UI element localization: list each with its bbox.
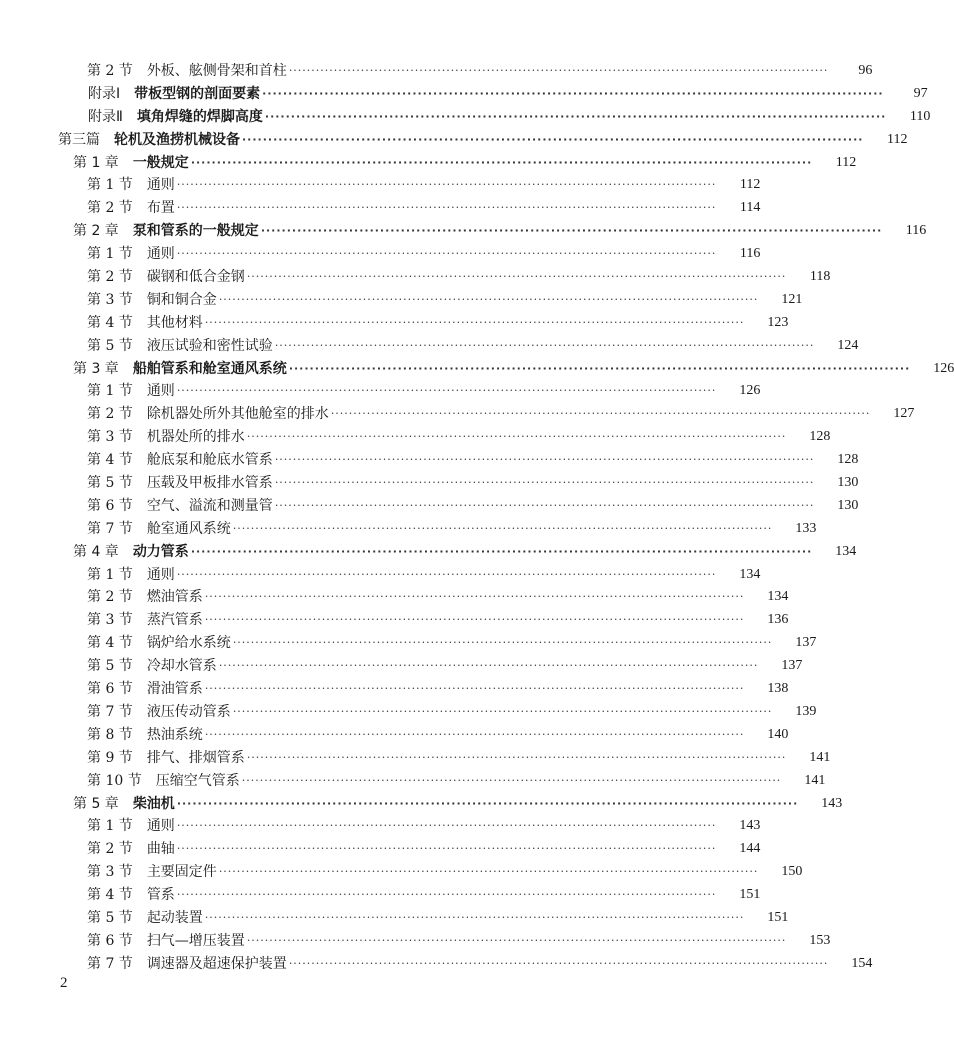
page-number: 2 — [60, 975, 68, 991]
dot-leader: ························································································································ — [204, 613, 745, 627]
toc-entry-number: 第 3 节 — [87, 612, 133, 629]
toc-entry-title: 主要固定件 — [146, 864, 217, 881]
toc-entry-label — [73, 358, 287, 381]
toc-entry-label — [87, 930, 245, 953]
toc-entry-page: 110 — [909, 108, 931, 124]
toc-entry-label — [87, 472, 273, 495]
toc-entry — [0, 518, 817, 541]
toc-entry-page: 151 — [739, 887, 761, 903]
dot-leader: ························································································································ — [246, 270, 787, 284]
toc-entry — [0, 930, 831, 953]
toc-entry-page: 112 — [886, 131, 908, 147]
dot-leader: ························································································································ — [176, 888, 717, 902]
toc-entry-title: 空气、溢流和测量管 — [146, 497, 273, 514]
toc-entry-number: 第 4 节 — [87, 314, 133, 331]
dot-leader: ························································································································ — [274, 453, 815, 467]
toc-entry-label — [87, 907, 203, 930]
toc-entry — [0, 289, 803, 312]
toc-entry-page: 143 — [739, 818, 761, 834]
toc-entry-page: 143 — [821, 795, 843, 811]
toc-entry-title: 碳钢和低合金钢 — [146, 269, 245, 286]
toc-entry-page: 134 — [835, 543, 857, 559]
dot-leader: ························································································································ — [242, 132, 864, 146]
dot-leader: ························································································································ — [241, 773, 782, 787]
toc-entry-title: 热油系统 — [146, 726, 203, 743]
toc-entry-title: 冷却水管系 — [146, 658, 217, 675]
toc-entry-title: 动力管系 — [132, 543, 189, 560]
toc-entry — [0, 358, 954, 381]
toc-entry-page: 112 — [739, 177, 761, 193]
toc-entry-title: 滑油管系 — [146, 681, 203, 698]
toc-entry-title: 锅炉给水系统 — [146, 635, 231, 652]
dot-leader: ························································································································ — [218, 865, 759, 879]
dot-leader: ························································································································ — [232, 636, 773, 650]
toc-entry-number: 第 2 节 — [87, 63, 133, 79]
toc-entry-page: 128 — [809, 429, 831, 445]
toc-entry-page: 130 — [837, 497, 859, 513]
toc-entry — [0, 472, 859, 495]
toc-entry — [0, 609, 790, 632]
dot-leader: ························································································································ — [330, 407, 871, 421]
toc-entry — [0, 861, 803, 884]
toc-entry-label — [87, 953, 287, 976]
toc-entry-label — [87, 586, 203, 609]
toc-entry-number: 第 7 节 — [87, 520, 133, 537]
toc-entry-label — [87, 60, 287, 83]
toc-entry-number: 第 4 节 — [87, 452, 133, 469]
toc-entry-page: 153 — [809, 932, 831, 948]
dot-leader: ························································································································ — [246, 750, 787, 764]
toc-entry-number: 第 6 节 — [87, 681, 133, 698]
toc-entry-label — [73, 220, 259, 243]
toc-entry-label — [87, 426, 245, 449]
toc-entry-number: 第三篇 — [58, 131, 100, 148]
toc-entry-label — [73, 541, 189, 564]
toc-entry — [0, 655, 803, 678]
toc-entry-page: 128 — [837, 452, 859, 468]
toc-entry — [0, 449, 859, 472]
toc-entry-page: 137 — [795, 635, 817, 651]
toc-entry — [0, 197, 790, 220]
toc-entry — [0, 335, 859, 358]
toc-entry-page: 112 — [835, 154, 857, 170]
toc-entry-label — [87, 403, 329, 426]
toc-entry-page: 130 — [837, 475, 859, 491]
toc-entry-number: 第 10 节 — [87, 772, 142, 789]
toc-entry — [0, 129, 908, 152]
toc-entry-number: 第 2 节 — [87, 269, 133, 286]
toc-entry-number: 第 1 节 — [87, 246, 133, 263]
toc-entry-number: 第 6 节 — [87, 932, 133, 949]
toc-entry-page: 121 — [781, 291, 803, 307]
toc-entry-title: 铜和铜合金 — [146, 291, 217, 308]
toc-entry-title: 起动装置 — [146, 909, 203, 926]
toc-entry-page: 138 — [767, 681, 789, 697]
toc-entry — [0, 243, 790, 266]
toc-entry — [0, 586, 790, 609]
dot-leader: ························································································································ — [288, 64, 829, 77]
toc-entry — [0, 60, 873, 83]
toc-entry-title: 泵和管系的一般规定 — [132, 223, 259, 240]
toc-entry-number: 第 1 章 — [73, 154, 119, 171]
toc-entry-number: 第 4 节 — [87, 635, 133, 652]
toc-entry-title: 调速器及超速保护装置 — [146, 955, 287, 972]
toc-entry-label — [87, 243, 175, 266]
toc-entry-page: 141 — [809, 749, 831, 765]
toc-entry-title: 压载及甲板排水管系 — [146, 475, 273, 492]
toc-entry — [0, 770, 826, 793]
toc-entry-number: 第 3 节 — [87, 429, 133, 446]
toc-entry-label — [87, 518, 231, 541]
toc-entry — [0, 632, 817, 655]
toc-entry — [0, 403, 915, 426]
toc-entry-number: 第 4 节 — [87, 887, 133, 904]
toc-entry-number: 第 4 章 — [73, 543, 119, 560]
toc-entry-page: 116 — [905, 223, 927, 239]
toc-entry-number: 第 2 节 — [87, 589, 133, 606]
toc-entry-title: 管系 — [146, 887, 175, 904]
dot-leader: ························································································································ — [190, 155, 813, 169]
toc-entry-label — [87, 632, 231, 655]
toc-entry-title: 扫气—增压装置 — [146, 932, 245, 949]
toc-entry-page: 118 — [809, 269, 831, 285]
dot-leader: ························································································································ — [176, 567, 717, 581]
toc-entry-label — [73, 793, 175, 816]
toc-entry-title: 液压试验和密性试验 — [146, 337, 273, 354]
toc-entry-page: 144 — [739, 841, 761, 857]
toc-entry — [0, 426, 831, 449]
toc-entry-title: 其他材料 — [146, 314, 203, 331]
toc-entry — [0, 495, 859, 518]
toc-entry-page: 116 — [739, 246, 761, 262]
dot-leader: ························································································································ — [232, 704, 773, 718]
dot-leader: ························································································································ — [204, 590, 745, 604]
toc-entry-page: 114 — [739, 200, 761, 216]
dot-leader: ························································································································ — [288, 956, 829, 970]
toc-entry-number: 第 5 节 — [87, 658, 133, 675]
toc-entry-title: 机器处所的排水 — [146, 429, 245, 446]
toc-entry-number: 第 2 节 — [87, 841, 133, 858]
toc-entry — [0, 106, 931, 129]
toc-entry-title: 通则 — [146, 566, 175, 583]
dot-leader: ························································································································ — [176, 201, 717, 215]
toc-entry-number: 第 5 节 — [87, 337, 133, 354]
toc-entry-page: 97 — [913, 85, 928, 101]
toc-entry-title: 船舶管系和舱室通风系统 — [132, 360, 287, 377]
toc-entry — [0, 220, 927, 243]
toc-entry-title: 填角焊缝的焊脚高度 — [136, 108, 263, 125]
toc-entry-title: 一般规定 — [132, 154, 189, 171]
toc-entry-title: 通则 — [146, 177, 175, 194]
toc-entry-number: 附录Ⅱ — [88, 108, 123, 125]
dot-leader: ························································································································ — [176, 247, 717, 261]
toc-entry-label — [58, 129, 240, 152]
toc-entry-title: 燃油管系 — [146, 589, 203, 606]
toc-entry-number: 第 3 章 — [73, 360, 119, 377]
dot-leader: ························································································································ — [246, 933, 787, 947]
table-of-contents — [0, 60, 954, 976]
toc-entry-page: 123 — [767, 314, 789, 330]
dot-leader: ························································································································ — [176, 178, 717, 192]
toc-entry-title: 带板型钢的剖面要素 — [134, 85, 261, 102]
toc-entry — [0, 174, 790, 197]
toc-entry-number: 第 7 节 — [87, 955, 133, 972]
toc-entry-title: 排气、排烟管系 — [146, 749, 245, 766]
toc-entry-label — [87, 197, 175, 220]
toc-entry-number: 第 3 节 — [87, 291, 133, 308]
toc-entry-number: 第 3 节 — [87, 864, 133, 881]
toc-entry-number: 第 7 节 — [87, 703, 133, 720]
dot-leader: ························································································································ — [176, 796, 799, 810]
toc-entry — [0, 266, 831, 289]
toc-entry-label — [87, 655, 217, 678]
dot-leader: ························································································································ — [204, 910, 745, 924]
toc-entry-page: 127 — [893, 406, 915, 422]
dot-leader: ························································································································ — [176, 384, 717, 398]
toc-entry — [0, 152, 857, 175]
toc-entry-page: 141 — [804, 772, 826, 788]
dot-leader: ························································································································ — [288, 361, 911, 375]
toc-entry-label — [87, 312, 203, 335]
toc-entry-page: 150 — [781, 864, 803, 880]
toc-entry-number: 第 2 节 — [87, 406, 133, 423]
toc-entry-number: 第 1 节 — [87, 383, 133, 400]
toc-entry-page: 134 — [739, 566, 761, 582]
toc-entry-page: 154 — [851, 955, 873, 971]
dot-leader: ························································································································ — [264, 109, 887, 123]
dot-leader: ························································································································ — [176, 819, 717, 833]
toc-entry — [0, 724, 790, 747]
toc-entry-page: 133 — [795, 520, 817, 536]
toc-entry — [0, 83, 928, 106]
toc-entry — [0, 793, 843, 816]
toc-entry-label — [87, 609, 203, 632]
toc-entry-page: 134 — [767, 589, 789, 605]
dot-leader: ························································································································ — [274, 476, 815, 490]
dot-leader: ························································································································ — [204, 727, 745, 741]
toc-entry-label — [87, 861, 217, 884]
toc-entry-page: 140 — [767, 726, 789, 742]
toc-entry-label — [88, 106, 263, 129]
dot-leader: ························································································································ — [246, 430, 787, 444]
toc-entry — [0, 953, 873, 976]
toc-entry-label — [88, 83, 260, 106]
toc-entry-label — [87, 770, 240, 793]
dot-leader: ························································································································ — [218, 292, 759, 306]
toc-entry-label — [87, 289, 217, 312]
toc-entry-page: 124 — [837, 337, 859, 353]
toc-entry-number: 第 2 章 — [73, 223, 119, 240]
toc-entry-page: 136 — [767, 612, 789, 628]
dot-leader: ························································································································ — [190, 544, 813, 558]
toc-entry — [0, 815, 790, 838]
toc-entry-label — [87, 449, 273, 472]
toc-entry-title: 蒸汽管系 — [146, 612, 203, 629]
toc-entry — [0, 380, 790, 403]
toc-entry-label — [87, 884, 175, 907]
toc-entry-page: 151 — [767, 909, 789, 925]
dot-leader: ························································································································ — [204, 315, 745, 329]
toc-entry-number: 第 6 节 — [87, 497, 133, 514]
toc-entry-page: 139 — [795, 703, 817, 719]
toc-entry-label — [87, 174, 175, 197]
toc-entry — [0, 701, 817, 724]
toc-entry-label — [87, 724, 203, 747]
toc-entry-title: 外板、舷侧骨架和首柱 — [146, 63, 287, 79]
toc-entry-title: 布置 — [146, 200, 175, 217]
toc-entry-page: 126 — [933, 360, 954, 376]
toc-entry-title: 柴油机 — [132, 795, 175, 812]
dot-leader: ························································································································ — [176, 842, 717, 856]
toc-entry-number: 附录Ⅰ — [88, 85, 121, 102]
dot-leader: ························································································································ — [274, 498, 815, 512]
toc-entry-number: 第 1 节 — [87, 818, 133, 835]
toc-entry-title: 轮机及渔捞机械设备 — [114, 131, 240, 148]
toc-entry — [0, 884, 790, 907]
toc-entry-title: 通则 — [146, 818, 175, 835]
toc-entry-number: 第 1 节 — [87, 566, 133, 583]
toc-entry-label — [87, 747, 245, 770]
toc-entry-number: 第 2 节 — [87, 200, 133, 217]
dot-leader: ························································································································ — [274, 338, 815, 352]
toc-entry — [0, 907, 790, 930]
toc-entry-label — [73, 152, 189, 175]
toc-entry-label — [87, 495, 273, 518]
toc-entry-label — [87, 701, 231, 724]
toc-entry-number: 第 5 章 — [73, 795, 119, 812]
toc-entry-title: 通则 — [146, 383, 175, 400]
toc-entry-label — [87, 678, 203, 701]
toc-entry-page: 137 — [781, 658, 803, 674]
dot-leader: ························································································································ — [218, 659, 759, 673]
toc-entry-title: 舱室通风系统 — [146, 520, 231, 537]
toc-entry-title: 通则 — [146, 246, 175, 263]
toc-entry-label — [87, 564, 175, 587]
toc-entry-title: 曲轴 — [146, 841, 175, 858]
toc-entry-title: 液压传动管系 — [146, 703, 231, 720]
toc-entry-label — [87, 815, 175, 838]
toc-entry-number: 第 5 节 — [87, 909, 133, 926]
toc-entry-label — [87, 335, 273, 358]
toc-entry-title: 除机器处所外其他舱室的排水 — [146, 406, 329, 423]
dot-leader: ························································································································ — [232, 521, 773, 535]
toc-entry-page: 126 — [739, 383, 761, 399]
toc-entry-number: 第 5 节 — [87, 475, 133, 492]
toc-entry-title: 舱底泵和舱底水管系 — [146, 452, 273, 469]
toc-entry-title: 压缩空气管系 — [155, 772, 240, 789]
dot-leader: ························································································································ — [204, 682, 745, 696]
toc-entry-label — [87, 380, 175, 403]
toc-entry — [0, 564, 790, 587]
dot-leader: ························································································································ — [262, 86, 884, 100]
toc-entry-label — [87, 266, 245, 289]
toc-entry-page: 96 — [858, 63, 873, 78]
toc-entry — [0, 838, 790, 861]
toc-entry-number: 第 9 节 — [87, 749, 133, 766]
toc-entry-number: 第 1 节 — [87, 177, 133, 194]
toc-entry — [0, 541, 857, 564]
toc-entry — [0, 312, 790, 335]
toc-entry — [0, 747, 831, 770]
toc-entry-label — [87, 838, 175, 861]
toc-entry-number: 第 8 节 — [87, 726, 133, 743]
dot-leader: ························································································································ — [260, 224, 883, 238]
toc-entry — [0, 678, 790, 701]
